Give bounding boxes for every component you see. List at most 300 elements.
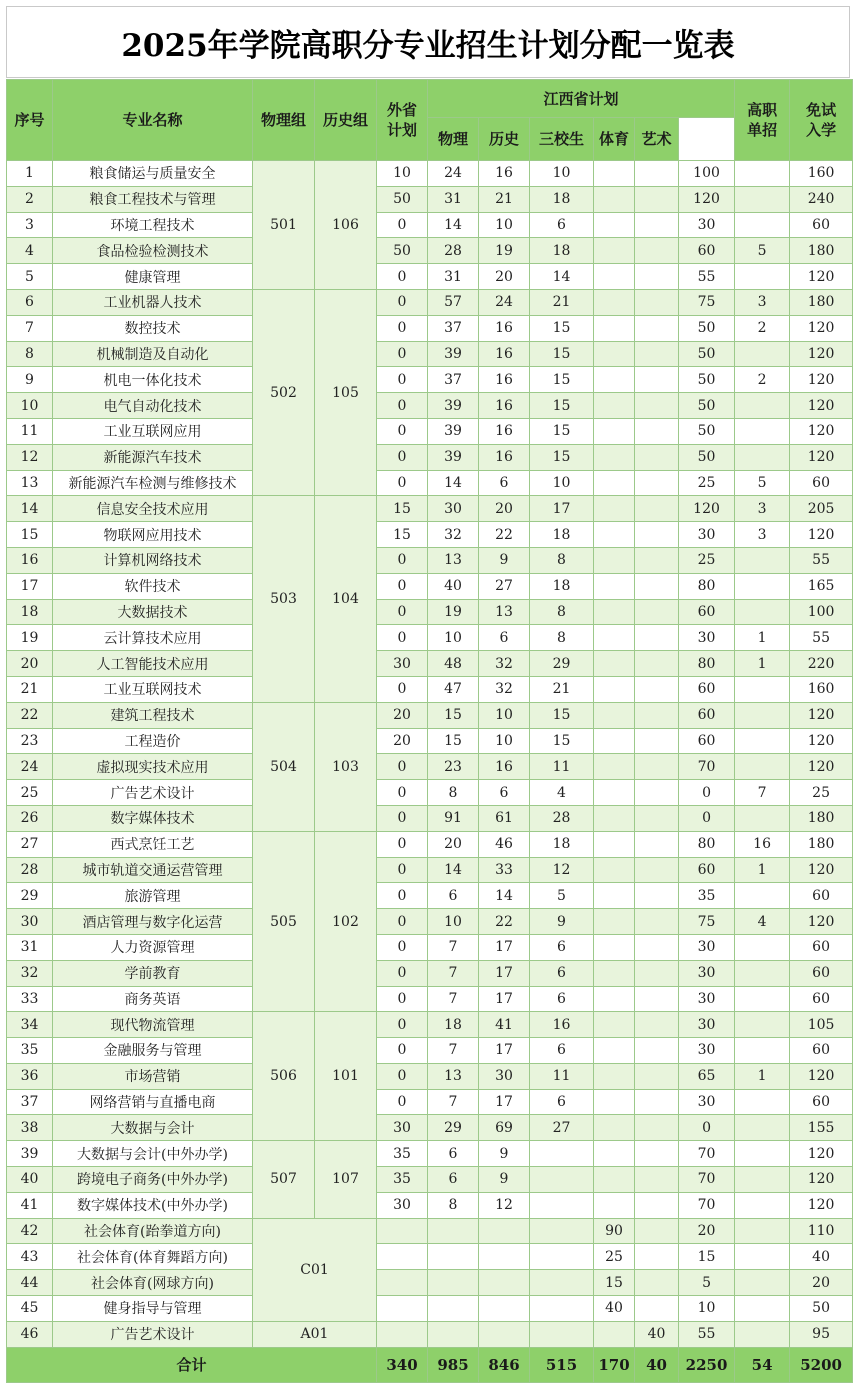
row-seq: 12	[7, 444, 53, 470]
row-cell-ls: 24	[479, 289, 530, 315]
row-seq: 26	[7, 805, 53, 831]
row-cell-ys	[635, 1296, 679, 1322]
row-cell-ms	[735, 883, 790, 909]
header-gaozhi: 高职单招	[735, 80, 790, 161]
row-cell-ms	[735, 341, 790, 367]
row-cell-wl: 6	[428, 1141, 479, 1167]
table-row	[7, 1321, 853, 1347]
table-row	[7, 496, 853, 522]
row-seq: 2	[7, 186, 53, 212]
row-cell-ms	[735, 1270, 790, 1296]
row-cell-wl	[428, 1321, 479, 1347]
table-body	[7, 161, 853, 1348]
row-seq: 25	[7, 780, 53, 806]
row-major-name: 酒店管理与数字化运营	[53, 909, 253, 935]
table-row	[7, 186, 853, 212]
header-out-of-province: 外省计划	[377, 80, 428, 161]
row-cell-tot: 160	[790, 161, 853, 187]
row-cell-tot: 20	[790, 1270, 853, 1296]
row-seq: 37	[7, 1089, 53, 1115]
row-cell-out: 0	[377, 831, 428, 857]
row-cell-gz: 60	[679, 676, 735, 702]
row-cell-sx	[530, 1167, 594, 1193]
table-row	[7, 212, 853, 238]
row-cell-ls: 16	[479, 418, 530, 444]
row-cell-tot: 60	[790, 1038, 853, 1064]
table-row	[7, 1038, 853, 1064]
row-cell-out: 0	[377, 212, 428, 238]
row-seq: 30	[7, 909, 53, 935]
total-cell: 170	[594, 1347, 635, 1382]
table-row	[7, 625, 853, 651]
row-major-name: 社会体育(跆拳道方向)	[53, 1218, 253, 1244]
row-cell-sx	[530, 1218, 594, 1244]
row-cell-ty	[594, 1063, 635, 1089]
row-cell-tot: 165	[790, 573, 853, 599]
table-row	[7, 547, 853, 573]
row-cell-gz: 65	[679, 1063, 735, 1089]
row-cell-ty	[594, 883, 635, 909]
row-major-name: 学前教育	[53, 960, 253, 986]
row-seq: 7	[7, 315, 53, 341]
row-major-name: 城市轨道交通运营管理	[53, 857, 253, 883]
row-major-name: 社会体育(网球方向)	[53, 1270, 253, 1296]
row-seq: 34	[7, 1012, 53, 1038]
row-cell-wl: 30	[428, 496, 479, 522]
row-cell-ls: 16	[479, 444, 530, 470]
row-seq: 40	[7, 1167, 53, 1193]
row-cell-ty	[594, 573, 635, 599]
table-row	[7, 1089, 853, 1115]
row-seq: 29	[7, 883, 53, 909]
row-major-name: 数字媒体技术(中外办学)	[53, 1192, 253, 1218]
row-seq: 5	[7, 264, 53, 290]
row-cell-sx: 6	[530, 934, 594, 960]
history-group-code: 102	[315, 831, 377, 1012]
row-cell-ys	[635, 264, 679, 290]
row-major-name: 粮食工程技术与管理	[53, 186, 253, 212]
row-cell-ys	[635, 857, 679, 883]
row-cell-tot: 55	[790, 625, 853, 651]
row-seq: 23	[7, 728, 53, 754]
row-cell-ty	[594, 1141, 635, 1167]
row-cell-ms: 16	[735, 831, 790, 857]
physics-group-code: 502	[253, 289, 315, 495]
row-cell-gz: 30	[679, 625, 735, 651]
row-cell-wl	[428, 1244, 479, 1270]
row-cell-ls: 6	[479, 470, 530, 496]
row-cell-out: 20	[377, 728, 428, 754]
row-major-name: 跨境电子商务(中外办学)	[53, 1167, 253, 1193]
row-cell-out: 30	[377, 651, 428, 677]
page-title: 2025年学院高职分专业招生计划分配一览表	[6, 6, 850, 78]
row-cell-gz: 70	[679, 1192, 735, 1218]
header-physics-group: 物理组	[253, 80, 315, 161]
row-seq: 16	[7, 547, 53, 573]
row-cell-out	[377, 1270, 428, 1296]
row-cell-out: 50	[377, 186, 428, 212]
row-cell-ms	[735, 960, 790, 986]
row-cell-gz: 15	[679, 1244, 735, 1270]
table-row	[7, 315, 853, 341]
row-cell-wl: 40	[428, 573, 479, 599]
row-seq: 24	[7, 754, 53, 780]
row-cell-sx	[530, 1244, 594, 1270]
table-row	[7, 367, 853, 393]
row-cell-ty	[594, 599, 635, 625]
row-major-name: 粮食储运与质量安全	[53, 161, 253, 187]
row-cell-ls: 13	[479, 599, 530, 625]
table-row	[7, 470, 853, 496]
row-seq: 45	[7, 1296, 53, 1322]
row-cell-wl: 39	[428, 444, 479, 470]
row-cell-wl: 13	[428, 1063, 479, 1089]
row-cell-ls: 9	[479, 1141, 530, 1167]
row-cell-wl: 19	[428, 599, 479, 625]
total-cell: 54	[735, 1347, 790, 1382]
row-cell-wl: 13	[428, 547, 479, 573]
row-cell-sx: 15	[530, 367, 594, 393]
row-seq: 42	[7, 1218, 53, 1244]
row-cell-ms	[735, 1321, 790, 1347]
row-cell-gz: 80	[679, 651, 735, 677]
row-cell-out: 0	[377, 1038, 428, 1064]
row-cell-ms: 3	[735, 522, 790, 548]
row-cell-sx	[530, 1270, 594, 1296]
row-major-name: 数控技术	[53, 315, 253, 341]
row-cell-ls: 33	[479, 857, 530, 883]
row-cell-ty	[594, 315, 635, 341]
row-cell-ys	[635, 238, 679, 264]
total-cell: 5200	[790, 1347, 853, 1382]
row-cell-tot: 120	[790, 315, 853, 341]
table-row	[7, 1270, 853, 1296]
row-cell-gz: 30	[679, 1012, 735, 1038]
row-cell-ys	[635, 986, 679, 1012]
row-cell-ls: 17	[479, 960, 530, 986]
row-cell-ys	[635, 186, 679, 212]
row-cell-ms	[735, 1115, 790, 1141]
total-row	[7, 1347, 853, 1382]
row-cell-gz: 30	[679, 212, 735, 238]
row-cell-out: 0	[377, 367, 428, 393]
row-cell-gz: 0	[679, 780, 735, 806]
row-cell-ms: 1	[735, 651, 790, 677]
row-cell-ty	[594, 728, 635, 754]
row-cell-sx: 10	[530, 161, 594, 187]
row-cell-gz: 80	[679, 573, 735, 599]
row-cell-ms: 1	[735, 625, 790, 651]
row-cell-ys	[635, 1270, 679, 1296]
row-cell-ys	[635, 1115, 679, 1141]
row-seq: 32	[7, 960, 53, 986]
row-cell-ys	[635, 547, 679, 573]
row-seq: 11	[7, 418, 53, 444]
row-seq: 38	[7, 1115, 53, 1141]
row-cell-out: 0	[377, 960, 428, 986]
row-cell-ty	[594, 651, 635, 677]
row-major-name: 市场营销	[53, 1063, 253, 1089]
row-cell-wl	[428, 1218, 479, 1244]
row-cell-ms: 2	[735, 315, 790, 341]
row-seq: 9	[7, 367, 53, 393]
row-cell-sx: 6	[530, 212, 594, 238]
row-cell-ms	[735, 599, 790, 625]
table-row	[7, 522, 853, 548]
row-cell-ys	[635, 367, 679, 393]
row-cell-gz: 50	[679, 341, 735, 367]
physics-group-code: 501	[253, 161, 315, 290]
row-seq: 36	[7, 1063, 53, 1089]
table-row	[7, 1012, 853, 1038]
row-cell-tot: 60	[790, 986, 853, 1012]
row-seq: 8	[7, 341, 53, 367]
row-cell-sx: 6	[530, 1038, 594, 1064]
row-cell-gz: 30	[679, 986, 735, 1012]
row-cell-wl: 18	[428, 1012, 479, 1038]
row-cell-gz: 60	[679, 857, 735, 883]
table-row	[7, 264, 853, 290]
table-row	[7, 702, 853, 728]
row-major-name: 计算机网络技术	[53, 547, 253, 573]
row-cell-sx: 9	[530, 909, 594, 935]
row-seq: 44	[7, 1270, 53, 1296]
row-cell-sx: 21	[530, 676, 594, 702]
table-row	[7, 780, 853, 806]
row-cell-tot: 120	[790, 264, 853, 290]
row-cell-out	[377, 1321, 428, 1347]
row-seq: 20	[7, 651, 53, 677]
table-row	[7, 1063, 853, 1089]
row-cell-ls: 12	[479, 1192, 530, 1218]
row-cell-out	[377, 1296, 428, 1322]
row-cell-tot: 120	[790, 1167, 853, 1193]
row-cell-sx: 29	[530, 651, 594, 677]
table-row	[7, 599, 853, 625]
table-row	[7, 934, 853, 960]
row-cell-sx	[530, 1321, 594, 1347]
row-cell-tot: 60	[790, 883, 853, 909]
row-cell-ms	[735, 573, 790, 599]
row-major-name: 工程造价	[53, 728, 253, 754]
row-cell-ls: 16	[479, 161, 530, 187]
row-cell-ys	[635, 780, 679, 806]
row-cell-wl: 29	[428, 1115, 479, 1141]
row-major-name: 新能源汽车技术	[53, 444, 253, 470]
row-cell-ty	[594, 780, 635, 806]
row-cell-tot: 120	[790, 522, 853, 548]
row-cell-gz: 50	[679, 393, 735, 419]
row-cell-ms	[735, 1244, 790, 1270]
table-row	[7, 289, 853, 315]
row-cell-ys	[635, 1038, 679, 1064]
row-cell-out: 0	[377, 909, 428, 935]
row-cell-ty	[594, 161, 635, 187]
row-cell-gz: 20	[679, 1218, 735, 1244]
row-major-name: 广告艺术设计	[53, 1321, 253, 1347]
row-cell-out	[377, 1244, 428, 1270]
row-cell-tot: 155	[790, 1115, 853, 1141]
row-cell-out: 0	[377, 676, 428, 702]
row-major-name: 大数据与会计	[53, 1115, 253, 1141]
row-major-name: 电气自动化技术	[53, 393, 253, 419]
row-cell-ms	[735, 805, 790, 831]
row-cell-ys	[635, 909, 679, 935]
row-cell-ms	[735, 986, 790, 1012]
row-cell-tot: 100	[790, 599, 853, 625]
row-cell-ms	[735, 1141, 790, 1167]
row-cell-sx: 15	[530, 315, 594, 341]
row-cell-ms	[735, 1089, 790, 1115]
row-cell-tot: 205	[790, 496, 853, 522]
row-cell-ty	[594, 444, 635, 470]
row-cell-out: 0	[377, 883, 428, 909]
row-cell-wl: 6	[428, 883, 479, 909]
row-cell-gz: 80	[679, 831, 735, 857]
row-cell-wl: 23	[428, 754, 479, 780]
row-cell-ls: 14	[479, 883, 530, 909]
row-cell-sx	[530, 1192, 594, 1218]
row-cell-tot: 120	[790, 1141, 853, 1167]
row-major-name: 西式烹饪工艺	[53, 831, 253, 857]
row-cell-tot: 120	[790, 341, 853, 367]
row-cell-tot: 60	[790, 470, 853, 496]
row-cell-ys	[635, 1167, 679, 1193]
history-group-code: 104	[315, 496, 377, 702]
row-cell-gz: 5	[679, 1270, 735, 1296]
row-cell-ys	[635, 161, 679, 187]
row-cell-gz: 30	[679, 960, 735, 986]
row-cell-tot: 220	[790, 651, 853, 677]
row-cell-ls: 21	[479, 186, 530, 212]
row-cell-out: 15	[377, 496, 428, 522]
row-cell-sx: 4	[530, 780, 594, 806]
row-cell-ty	[594, 857, 635, 883]
row-cell-ls: 6	[479, 780, 530, 806]
row-cell-ls	[479, 1321, 530, 1347]
row-cell-ls: 17	[479, 1089, 530, 1115]
row-cell-tot: 25	[790, 780, 853, 806]
row-seq: 4	[7, 238, 53, 264]
row-cell-gz: 60	[679, 238, 735, 264]
row-cell-wl: 14	[428, 470, 479, 496]
row-cell-ms	[735, 547, 790, 573]
total-cell: 340	[377, 1347, 428, 1382]
row-major-name: 虚拟现实技术应用	[53, 754, 253, 780]
row-cell-gz: 25	[679, 547, 735, 573]
row-cell-ys	[635, 573, 679, 599]
row-cell-ms	[735, 702, 790, 728]
row-cell-sx: 15	[530, 418, 594, 444]
table-row	[7, 728, 853, 754]
row-cell-ys	[635, 289, 679, 315]
row-cell-ms	[735, 444, 790, 470]
row-cell-tot: 60	[790, 934, 853, 960]
row-seq: 21	[7, 676, 53, 702]
row-cell-ms: 7	[735, 780, 790, 806]
header-lishi: 历史	[479, 118, 530, 161]
row-seq: 14	[7, 496, 53, 522]
table-row	[7, 418, 853, 444]
row-cell-sx: 18	[530, 831, 594, 857]
row-major-name: 网络营销与直播电商	[53, 1089, 253, 1115]
row-cell-ty	[594, 212, 635, 238]
row-cell-out: 0	[377, 470, 428, 496]
row-cell-ys	[635, 960, 679, 986]
row-cell-ls: 22	[479, 522, 530, 548]
row-cell-out: 0	[377, 289, 428, 315]
row-major-name: 商务英语	[53, 986, 253, 1012]
row-cell-ys	[635, 883, 679, 909]
total-cell: 846	[479, 1347, 530, 1382]
row-cell-ls: 32	[479, 651, 530, 677]
table-row	[7, 883, 853, 909]
row-cell-ls: 16	[479, 367, 530, 393]
row-cell-ls: 17	[479, 934, 530, 960]
physics-group-code: 503	[253, 496, 315, 702]
row-cell-ty	[594, 470, 635, 496]
row-cell-ty	[594, 547, 635, 573]
row-cell-ms	[735, 1296, 790, 1322]
table-row	[7, 341, 853, 367]
row-cell-out: 0	[377, 444, 428, 470]
row-cell-gz: 55	[679, 1321, 735, 1347]
row-cell-sx: 6	[530, 1089, 594, 1115]
row-cell-gz: 0	[679, 1115, 735, 1141]
header-tiyu: 体育	[594, 118, 635, 161]
table-row	[7, 573, 853, 599]
row-cell-ms	[735, 1218, 790, 1244]
row-cell-gz: 50	[679, 315, 735, 341]
row-cell-ty	[594, 1192, 635, 1218]
row-cell-tot: 120	[790, 857, 853, 883]
row-cell-sx: 27	[530, 1115, 594, 1141]
row-cell-ty	[594, 341, 635, 367]
row-cell-ys	[635, 1089, 679, 1115]
table-row	[7, 1192, 853, 1218]
row-cell-ty	[594, 805, 635, 831]
row-cell-ty	[594, 702, 635, 728]
row-seq: 1	[7, 161, 53, 187]
row-cell-ms	[735, 728, 790, 754]
row-cell-ls: 6	[479, 625, 530, 651]
row-cell-ls: 20	[479, 264, 530, 290]
row-cell-ms	[735, 754, 790, 780]
table-row	[7, 754, 853, 780]
row-cell-ls: 9	[479, 547, 530, 573]
row-cell-ys	[635, 702, 679, 728]
row-cell-tot: 240	[790, 186, 853, 212]
row-cell-out: 0	[377, 547, 428, 573]
row-cell-sx: 14	[530, 264, 594, 290]
enrollment-plan-table	[6, 79, 853, 1383]
row-cell-ms	[735, 264, 790, 290]
row-cell-tot: 180	[790, 289, 853, 315]
header-sanxiaosheng: 三校生	[530, 118, 594, 161]
row-cell-gz: 70	[679, 754, 735, 780]
row-cell-gz: 60	[679, 702, 735, 728]
row-cell-ms: 1	[735, 1063, 790, 1089]
row-cell-tot: 95	[790, 1321, 853, 1347]
row-cell-ys	[635, 1218, 679, 1244]
row-cell-wl: 91	[428, 805, 479, 831]
row-cell-ms: 3	[735, 289, 790, 315]
row-cell-sx: 18	[530, 238, 594, 264]
row-cell-tot: 120	[790, 909, 853, 935]
row-cell-ls: 41	[479, 1012, 530, 1038]
row-cell-tot: 180	[790, 805, 853, 831]
row-cell-ys	[635, 341, 679, 367]
